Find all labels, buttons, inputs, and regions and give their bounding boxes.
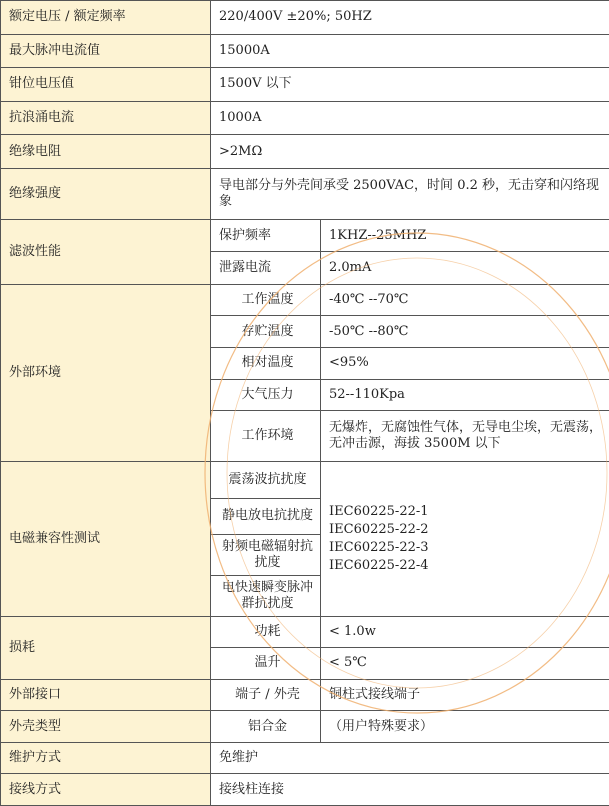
sub-label: 静电放电抗扰度 — [211, 498, 321, 535]
row-label: 最大脉冲电流值 — [1, 34, 211, 68]
row-label: 绝缘强度 — [1, 168, 211, 219]
row-label: 维护方式 — [1, 742, 211, 774]
sub-value: < 5℃ — [321, 648, 609, 680]
table-row — [1, 68, 609, 102]
table-row — [1, 135, 609, 169]
table-row — [1, 711, 609, 743]
sub-label: 电快速瞬变脉冲群抗扰度 — [211, 575, 321, 616]
standard-item: IEC60225-22-3 — [329, 539, 429, 555]
row-value: 导电部分与外壳间承受 2500VAC，时间 0.2 秒，无击穿和闪络现象 — [211, 168, 609, 219]
row-label: 接线方式 — [1, 774, 211, 806]
sub-value: -50℃ --80℃ — [321, 316, 609, 348]
row-value: 接线柱连接 — [211, 774, 609, 806]
row-value: 1000A — [211, 101, 609, 135]
sub-label: 泄露电流 — [211, 252, 321, 285]
table-row — [1, 774, 609, 806]
sub-label: 震荡波抗扰度 — [211, 461, 321, 498]
sub-label: 工作环境 — [211, 411, 321, 462]
table-row — [1, 616, 609, 648]
sub-label: 铝合金 — [211, 711, 321, 743]
table-row — [1, 461, 609, 498]
row-label: 外部环境 — [1, 284, 211, 461]
sub-value: （用户特殊要求） — [321, 711, 609, 743]
standard-item: IEC60225-22-4 — [329, 557, 429, 573]
row-label: 外壳类型 — [1, 711, 211, 743]
sub-label: 大气压力 — [211, 379, 321, 411]
row-label: 钳位电压值 — [1, 68, 211, 102]
table-row — [1, 34, 609, 68]
sub-label: 射频电磁辐射抗扰度 — [211, 535, 321, 576]
sub-label: 存贮温度 — [211, 316, 321, 348]
row-value: >2MΩ — [211, 135, 609, 169]
sub-label: 温升 — [211, 648, 321, 680]
sub-label: 功耗 — [211, 616, 321, 648]
sub-label: 保护频率 — [211, 219, 321, 252]
row-label: 滤波性能 — [1, 219, 211, 284]
sub-value: 铜柱式接线端子 — [321, 679, 609, 711]
table-row — [1, 101, 609, 135]
standards-cell — [321, 461, 609, 616]
row-label: 电磁兼容性测试 — [1, 461, 211, 616]
row-label: 抗浪涌电流 — [1, 101, 211, 135]
row-value: 220/400V ±20%; 50HZ — [211, 1, 609, 35]
row-label: 损耗 — [1, 616, 211, 679]
table-row — [1, 219, 609, 252]
sub-value: <95% — [321, 347, 609, 379]
sub-value: -40℃ --70℃ — [321, 284, 609, 316]
row-label: 外部接口 — [1, 679, 211, 711]
row-value: 1500V 以下 — [211, 68, 609, 102]
table-row — [1, 742, 609, 774]
row-value: 15000A — [211, 34, 609, 68]
sub-label: 工作温度 — [211, 284, 321, 316]
table-row — [1, 1, 609, 35]
table-row — [1, 679, 609, 711]
table-row — [1, 168, 609, 219]
sub-value: 2.0mA — [321, 252, 609, 285]
row-value: 免维护 — [211, 742, 609, 774]
sub-value: 无爆炸，无腐蚀性气体，无导电尘埃，无震荡，无冲击源，海拔 3500M 以下 — [321, 411, 609, 462]
sub-value: 1KHZ--25MHZ — [321, 219, 609, 252]
sub-label: 相对温度 — [211, 347, 321, 379]
sub-value: < 1.0w — [321, 616, 609, 648]
sub-label: 端子 / 外壳 — [211, 679, 321, 711]
standard-item: IEC60225-22-1 — [329, 503, 429, 519]
sub-value: 52--110Kpa — [321, 379, 609, 411]
row-label: 额定电压 / 额定频率 — [1, 1, 211, 35]
table-row — [1, 284, 609, 316]
standard-item: IEC60225-22-2 — [329, 521, 429, 537]
row-label: 绝缘电阻 — [1, 135, 211, 169]
